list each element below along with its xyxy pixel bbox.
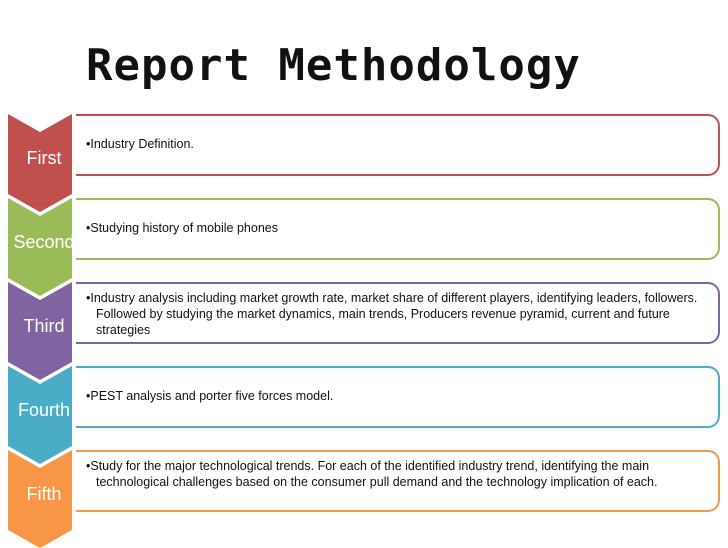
step-fourth-text: •PEST analysis and porter five forces model. (86, 389, 334, 403)
step-fifth-box (76, 450, 720, 512)
step-second-text: •Studying history of mobile phones (86, 221, 278, 235)
step-first-box (76, 114, 720, 176)
step-fifth-label: Fifth (26, 484, 62, 504)
step-fourth-label: Fourth (17, 400, 71, 420)
step-third-label: Third (23, 316, 65, 336)
page-title: Report Methodology (86, 40, 581, 91)
step-fifth (0, 450, 728, 548)
step-second-label: Second (13, 232, 75, 252)
step-second-box (76, 198, 720, 260)
step-third-text: •Industry analysis including market growth rate, market share of different players, identifying leaders, followers. Followed by studying the market dynamics, main trends, Producers revenue pyramid, current and future strategies (86, 291, 698, 337)
step-fourth-box (76, 366, 720, 428)
step-third-box (76, 282, 720, 344)
step-first-text: •Industry Definition. (86, 137, 194, 151)
step-first-label: First (26, 148, 62, 168)
step-fifth-text: •Study for the major technological trends. For each of the identified industry trend, identifying the main technological challenges based on the consumer pull demand and the technology implication of each. (86, 459, 658, 489)
